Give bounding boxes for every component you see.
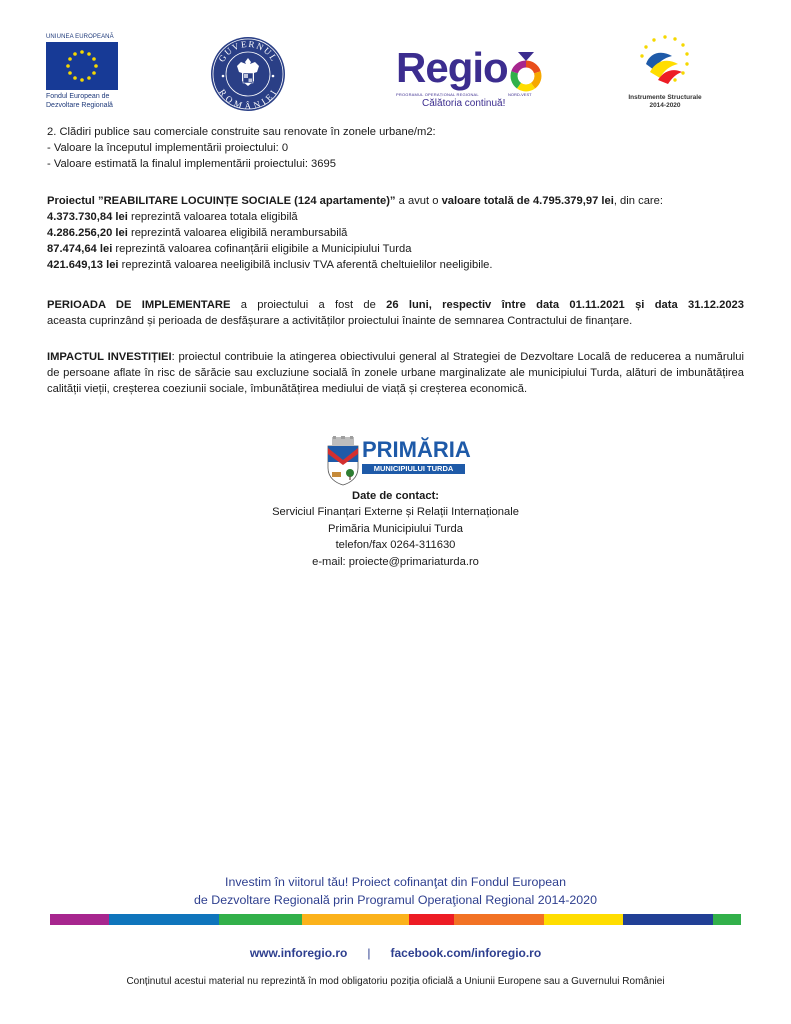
footer-slogan-line2: de Dezvoltare Regională prin Programul Operaţional Regional 2014-2020 xyxy=(194,893,597,907)
breakdown-item xyxy=(47,257,744,273)
breakdown-item xyxy=(47,225,744,241)
color-bar-segment xyxy=(623,914,713,925)
website-link[interactable]: www.inforegio.ro xyxy=(249,946,348,960)
project-total-value: valoare totală de 4.795.379,97 lei xyxy=(441,195,614,207)
color-bar-segment xyxy=(713,914,741,925)
contact-institution: Primăria Municipiului Turda xyxy=(328,522,463,535)
eu-logo-caption-line1: Fondul European de xyxy=(46,93,110,100)
regio-program-text: PROGRAMUL OPERAȚIONAL REGIONAL xyxy=(396,92,479,97)
government-seal-icon xyxy=(210,36,286,112)
footer-color-bar xyxy=(50,914,741,925)
color-bar-segment xyxy=(409,914,454,925)
is-caption-line1: Instrumente Structurale xyxy=(628,94,702,101)
indicator-section xyxy=(47,124,744,172)
regio-region-text: NORD-VEST xyxy=(508,92,532,97)
project-name: ”REABILITARE LOCUINȚE SOCIALE (124 apartamente)” xyxy=(97,195,396,207)
footer-link-separator: | xyxy=(367,946,371,960)
breakdown-text: reprezintă valoarea neeligibilă inclusiv TVA aferentă cheltuielilor neeligibile. xyxy=(118,259,493,271)
eu-logo-top-text: UNIUNEA EUROPEANĂ xyxy=(46,34,114,40)
breakdown-text: reprezintă valoarea cofinanțării eligibile a Municipiului Turda xyxy=(112,243,412,255)
investment-impact-section xyxy=(47,349,744,397)
romanian-government-logo xyxy=(210,36,286,112)
project-intro xyxy=(47,193,744,209)
footer-disclaimer: Conținutul acestui material nu reprezintă în mod obligatoriu poziția oficială a Uniunii Europene sau a Guvernului României xyxy=(126,976,665,987)
breakdown-amount: 4.286.256,20 lei xyxy=(47,227,128,239)
gov-seal-text-top: GUVERNUL xyxy=(216,38,280,64)
primaria-logo-word: PRIMĂRIA xyxy=(362,437,471,462)
eu-logo-caption-line2: Dezvoltare Regională xyxy=(46,102,113,109)
color-bar-segment xyxy=(219,914,302,925)
period-text1: a proiectului a fost de xyxy=(230,299,387,311)
color-bar-segment xyxy=(50,914,109,925)
is-caption-line2: 2014-2020 xyxy=(649,102,681,109)
color-bar-segment xyxy=(109,914,220,925)
breakdown-amount: 421.649,13 lei xyxy=(47,259,119,271)
project-intro-mid: a avut o xyxy=(395,195,442,207)
gov-seal-text-bottom: ROMÂNIEI xyxy=(217,87,279,112)
regio-tagline: Călătoria continuă! xyxy=(422,98,506,109)
period-label: PERIOADA DE IMPLEMENTARE xyxy=(47,299,231,311)
footer-links xyxy=(100,946,691,960)
breakdown-item xyxy=(47,209,744,225)
implementation-period-section xyxy=(47,297,744,329)
structural-instruments-caption xyxy=(616,94,714,110)
project-intro-suffix: , din care: xyxy=(613,195,663,207)
indicator-start-value: - Valoare la începutul implementării proiectului: 0 xyxy=(47,142,289,154)
breakdown-item xyxy=(47,241,744,257)
contact-department: Serviciul Finanțari Externe și Relații Internaționale xyxy=(272,506,519,519)
impact-paragraph xyxy=(47,349,744,397)
structural-instruments-logo xyxy=(616,34,714,114)
contact-email[interactable]: e-mail: proiecte@primariaturda.ro xyxy=(312,555,479,568)
primaria-logo-band: MUNICIPIULUI TURDA xyxy=(362,464,465,474)
impact-text: : proiectul contribuie la atingerea obiectivului general al Strategiei de Dezvoltare Locală de reducerea a numărului de persoane aflate în risc de sărăcie sau excluziune socială în zonele urbane marginalizate ale municipiului Turda, alături de imbunătățirea calității vieții, creșterea coeziunii sociale, îmbunătățirea mediului de viață și creșterea economică. xyxy=(47,351,744,395)
regio-color-ring-icon xyxy=(506,50,546,92)
breakdown-amount: 4.373.730,84 lei xyxy=(47,211,128,223)
turda-coat-of-arms-icon xyxy=(326,436,360,486)
project-intro-prefix: Proiectul xyxy=(47,195,98,207)
structural-instruments-emblem-icon xyxy=(632,34,698,92)
period-duration: 26 luni, respectiv între data 01.11.2021 și data 31.12.2023 xyxy=(386,299,744,311)
eu-logo xyxy=(46,34,122,110)
primaria-turda-logo xyxy=(326,436,471,486)
footer-slogan xyxy=(100,873,691,909)
breakdown-text: reprezintă valoarea eligibilă nerambursabilă xyxy=(127,227,348,239)
breakdown-text: reprezintă valoarea totala eligibilă xyxy=(127,211,298,223)
regio-logo xyxy=(396,46,548,112)
footer-slogan-line1: Investim în viitorul tău! Proiect cofinanţat din Fondul European xyxy=(225,875,566,889)
color-bar-segment xyxy=(454,914,544,925)
facebook-link[interactable]: facebook.com/inforegio.ro xyxy=(390,946,542,960)
indicator-title: 2. Clădiri publice sau comerciale construite sau renovate în zonele urbane/m2: xyxy=(47,126,436,138)
project-value-section xyxy=(47,193,744,273)
breakdown-amount: 87.474,64 lei xyxy=(47,243,113,255)
contact-section xyxy=(200,488,591,570)
indicator-end-value: - Valoare estimată la finalul implementării proiectului: 3695 xyxy=(47,158,336,170)
eu-flag-icon xyxy=(46,42,118,90)
period-text2: aceasta cuprinzând și perioada de desfășurare a activităților proiectului înainte de semnarea Contractului de finanțare. xyxy=(47,315,633,327)
color-bar-segment xyxy=(544,914,623,925)
color-bar-segment xyxy=(302,914,409,925)
regio-logo-word: Regio xyxy=(396,44,508,91)
period-line1 xyxy=(47,297,744,313)
contact-phone: telefon/fax 0264-311630 xyxy=(335,539,456,552)
contact-title: Date de contact: xyxy=(351,490,440,502)
eu-logo-caption xyxy=(46,92,122,110)
eu-stars-icon xyxy=(46,42,118,90)
impact-label: IMPACTUL INVESTIȚIEI xyxy=(47,351,172,363)
